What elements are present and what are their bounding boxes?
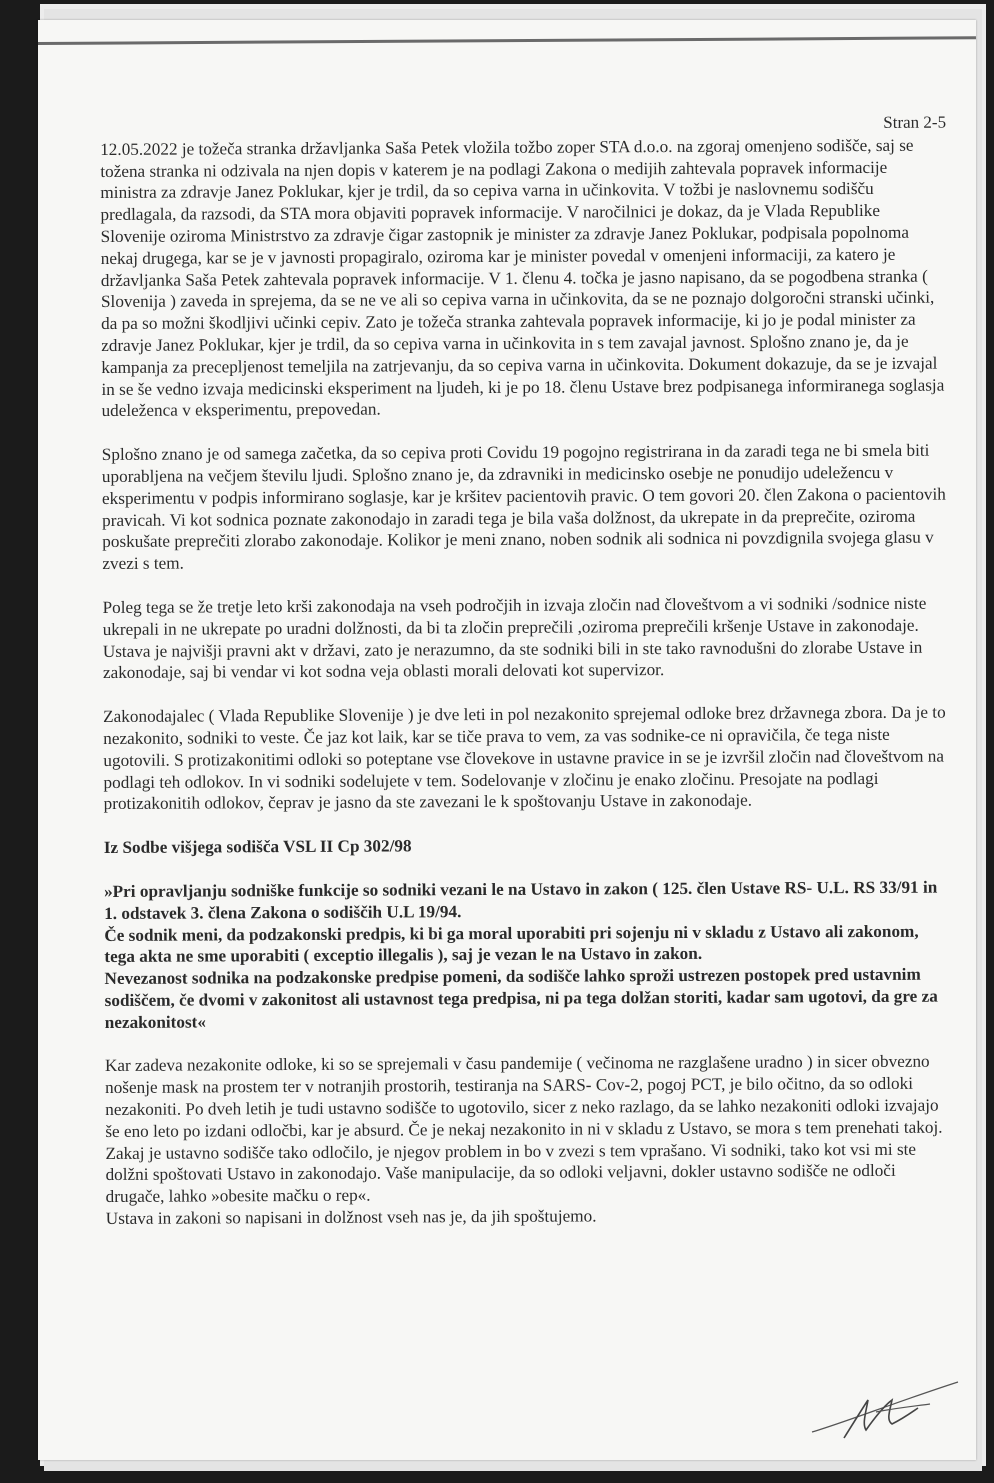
quote-line: Nevezanost sodnika na podzakonske predpise pomeni, da sodišče lahko sproži ustrezen postopek pred ustavnim sodiščem, če dvomi v zakonitost ali ustavnost tega predpisa, ni pa tega dolžan storiti, kadar sam ugotovi, da gre za nezakonitost« (104, 964, 938, 1032)
document-page (38, 20, 976, 1460)
paragraph-decrees: Kar zadeva nezakonite odloke, ki so se sprejemali v času pandemije ( večinoma ne razglašene uradno ) in sicer obvezno nošenje mask na prostem ter v notranjih prostorih, testiranja na SARS- Cov-2, pogoj PCT, je bilo očitno, da so odloki nezakoniti. Po dveh letih je tudi ustavno sodišče to ugotovilo, sicer z neko razlago, da se lahko nezakoniti odloki izvajajo še eno leto po izdani odločbi, kar je absurd. Če je nekaj nezakonito in ni v skladu z Ustavo, se mora s tem prenehati takoj. Zakaj je ustavno sodišče tako odločilo, je njegov problem in bo v zvezi s tem vprašano. Vi sodniki, tako kot vsi mi ste dolžni spoštovati Ustavo in zakonodajo. Vaše manipulacije, da so odloki veljavni, dokler ustavno sodišče ne odloči drugače, lahko »obesite mačku o rep«. (104, 1052, 943, 1207)
page-number: Stran 2-5 (883, 112, 947, 132)
court-ruling-quote (104, 876, 951, 1033)
paragraph-crime-against-humanity: Poleg tega se že tretje leto krši zakonodaja na vseh področjih in izvaja zločin nad človeštvom a vi sodniki /sodnice niste ukrepali in ne ukrepate po uradni dolžnosti, da bi ta zločin preprečili ,oziroma preprečili kršenje Ustave in zakonodaje. Ustava je najvišji pravni akt v državi, zato je nerazumno, da ste sodniki bili in ste tako ravnodušni do zlorabe Ustave in zakonodaje, saj bi vendar vi kot sodna veja oblasti morali delovati kot supervizor. (102, 593, 927, 683)
paragraph-lawsuit: 12.05.2022 je tožeča stranka državljanka Saša Petek vložila tožbo zoper STA d.o.o. na zgoraj omenjeno sodišče, saj se tožena stranka ni odzivala na njen dopis v katerem je na podlagi Zakona o medijih zahtevala popravek informacije ministra za zdravje Janez Poklukar, kjer je trdil, da so cepiva varna in učinkovita. V tožbi je naslovnemu sodišču predlagala, da razsodi, da STA mora objaviti popravek informacije. V naročilnici je dokaz, da je Vlada Republike Slovenije oziroma Ministrstvo za zdravje čigar zastopnik je minister za zdravje Janez Poklukar, podpisala popolnoma nekaj drugega, kar se je v javnosti propagiralo, oziroma kar je minister povedal v omenjeni informaciji, za katero je državljanka Saša Petek zahtevala popravek informacije. V 1. členu 4. točka je jasno napisano, da se pogodbena stranka ( Slovenija ) zaveda in sprejema, da se ne ve ali so cepiva varna in učinkovita, da se ne poznajo dolgoročni stranski učinki, da pa so možni škodljivi učinki cepiv. Zato je tožeča stranka zahtevala popravek informacije, ki jo je podal minister za zdravje Janez Poklukar, kjer je trdil, da so cepiva varna in učinkovita in s tem zavajal javnost. Splošno znano je, da je kampanja za precepljenost temeljila na zatrjevanju, da so cepiva varna in učinkovita. Dokument dokazuje, da se je izvajal in se še vedno izvaja medicinski eksperiment na ljudeh, ki je po 18. členu Ustave brez podpisanega informiranega soglasja udeleženca v eksperimentu, prepovedan. (100, 135, 945, 421)
page-top-rule (38, 36, 976, 45)
court-ruling-heading: Iz Sodbe višjega sodišča VSL II Cp 302/98 (103, 836, 412, 858)
handwritten-signature (806, 1372, 966, 1442)
closing-line: Ustava in zakoni so napisani in dolžnost vseh nas je, da jih spoštujemo. (105, 1206, 597, 1229)
quote-line: »Pri opravljanju sodniške funkcije so sodniki vezani le na Ustavo in zakon ( 125. člen Ustave RS- U.L. RS 33/91 in 1. odstavek 3. člena Zakona o sodiščih U.L 19/94. (104, 877, 938, 923)
document-body (100, 112, 952, 1230)
paragraph-vaccines-registration: Splošno znano je od samega začetka, da so cepiva proti Covidu 19 pogojno registrirana in da zaradi tega ne bi smela biti uporabljena na večjem številu ljudi. Splošno znano je, da zdravniki in medicinsko osebje ne ponudijo udeležencu v eksperimentu v podpis informirano soglasje, kar je kršitev pacientovih pravic. O tem govori 20. člen Zakona o pacientovih pravicah. Vi kot sodnica poznate zakonodajo in zaradi tega je bila vaša dolžnost, da ukrepate in da preprečite, oziroma poskušate preprečiti zlorabo zakonodaje. Kolikor je meni znano, noben sodnik ali sodnica ni povzdignila svojega glasu v zvezi s tem. (101, 440, 946, 574)
quote-line: Če sodnik meni, da podzakonski predpis, ki bi ga moral uporabiti pri sojenju ni v skladu z Ustavo ali zakonom, tega akta ne sme uporabiti ( exceptio illegalis ), saj je vezan le na Ustavo in zakon. (104, 921, 919, 967)
paragraph-legislator: Zakonodajalec ( Vlada Republike Slovenije ) je dve leti in pol nezakonito sprejemal odloke brez državnega zbora. Da je to nezakonito, sodniki to veste. Če jaz kot laik, kar se tiče prava to vem, za vas sodnike-ce ni opravičila, če tega niste ugotovili. S protizakonitimi odloki so poteptane vse človekove in ustavne pravice in se je izvršil zločin nad človeštvom na podlagi teh odlokov. In vi sodniki sodelujete v tem. Sodelovanje v zločinu je enako zločinu. Presojate na podlagi protizakonitih odlokov, čeprav je jasno da ste zavezani le k spoštovanju Ustave in zakonodaje. (103, 702, 946, 814)
